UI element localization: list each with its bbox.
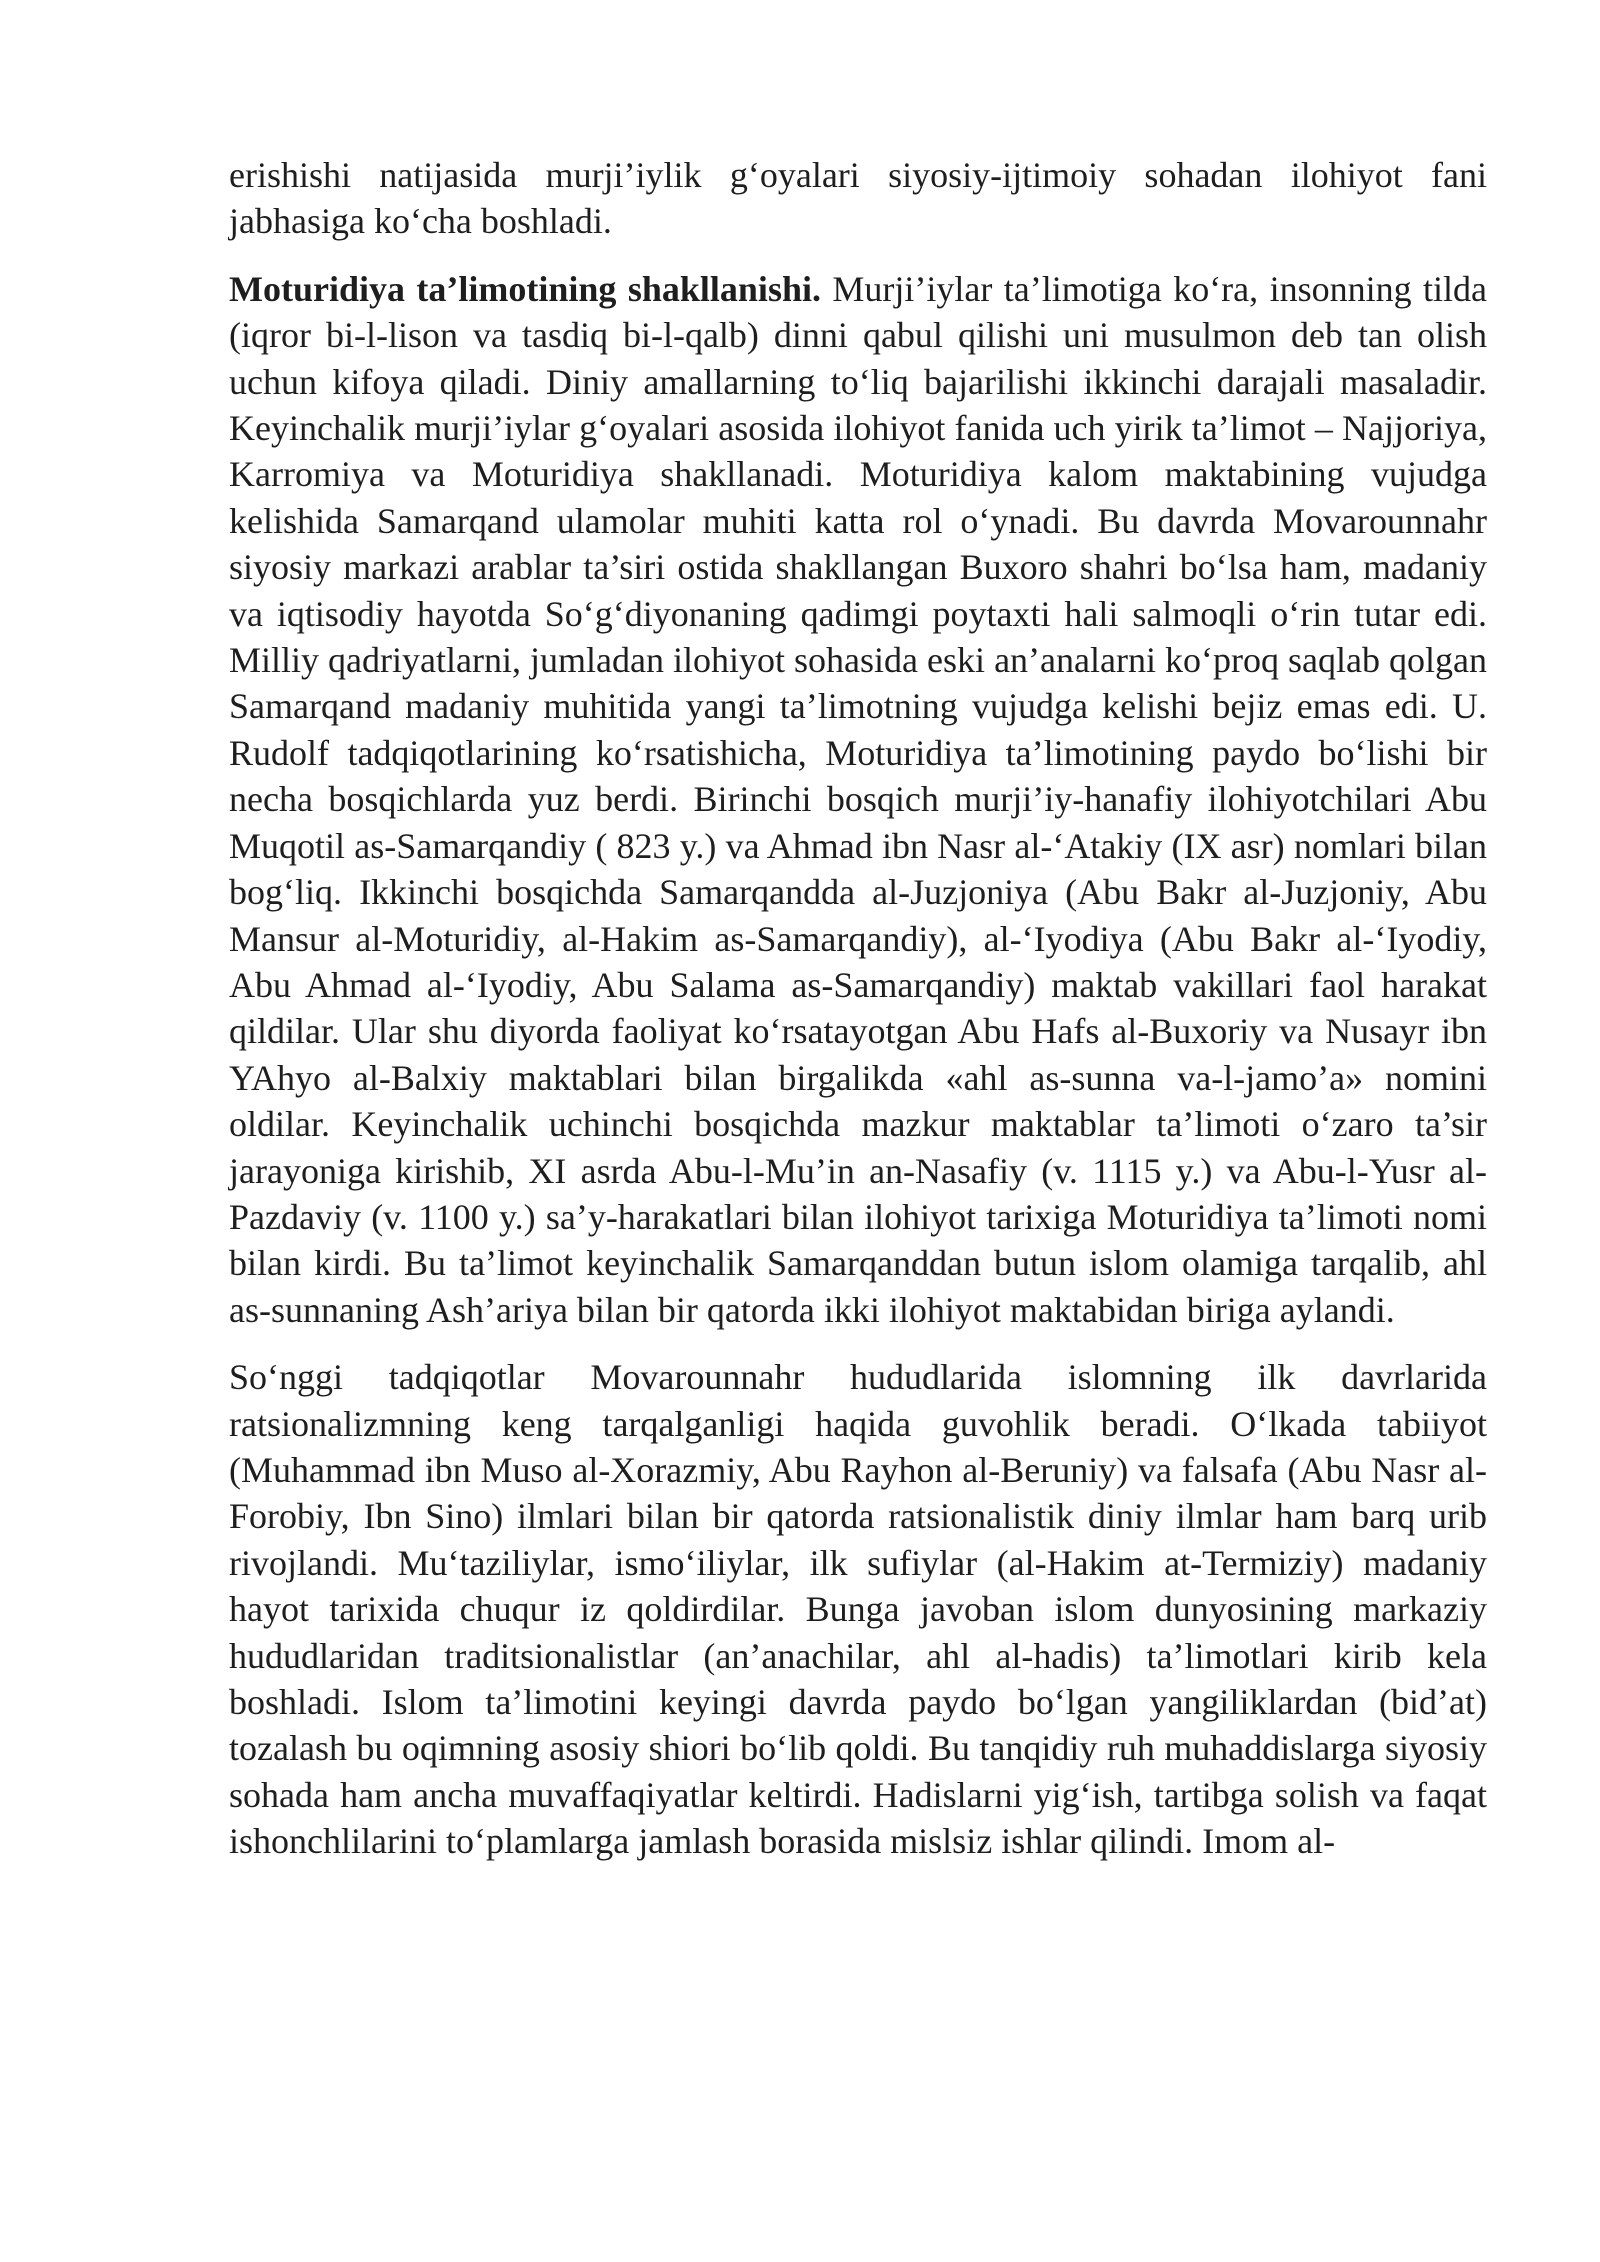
paragraph-intro: [229, 152, 1487, 245]
paragraph-text: Murji’iylar ta’limotiga ko‘ra, insonning tilda (iqror bi-l-lison va tasdiq bi-l-qalb) dinni qabul qilishi uni musulmon deb tan olish uchun kifoya qiladi. Diniy amallarning to‘liq bajarilishi ikkinchi darajali masaladir. Keyinchalik murji’iylar g‘oyalari asosida ilohiyot fanida uch yirik ta’limot – Najjoriya, Karromiya va Moturidiya shakllanadi. Moturidiya kalom maktabining vujudga kelishida Samarqand ulamolar muhiti katta rol o‘ynadi. Bu davrda Movarounnahr siyosiy markazi arablar ta’siri ostida shakllangan Buxoro shahri bo‘lsa ham, madaniy va iqtisodiy hayotda So‘g‘diyonaning qadimgi poytaxti hali salmoqli o‘rin tutar edi. Milliy qadriyatlarni, jumladan ilohiyot sohasida eski an’analarni ko‘proq saqlab qolgan Samarqand madaniy muhitida yangi ta’limotning vujudga kelishi bejiz emas edi. U. Rudolf tadqiqotlarining ko‘rsatishicha, Moturidiya ta’limotining paydo bo‘lishi bir necha bosqichlarda yuz berdi. Birinchi bosqich murji’iy-hanafiy ilohiyotchilari Abu Muqotil as-Samarqandiy ( 823 y.) va Ahmad ibn Nasr al-‘Atakiy (IX asr) nomlari bilan bog‘liq. Ikkinchi bosqichda Samarqandda al-Juzjoniya (Abu Bakr al-Juzjoniy, Abu Mansur al-Moturidiy, al-Hakim as-Samarqandiy), al-‘Iyodiya (Abu Bakr al-‘Iyodiy, Abu Ahmad al-‘Iyodiy, Abu Salama as-Samarqandiy) maktab vakillari faol harakat qildilar. Ular shu diyorda faoliyat ko‘rsatayotgan Abu Hafs al-Buxoriy va Nusayr ibn YAhyo al-Balxiy maktablari bilan birgalikda «ahl as-sunna va-l-jamo’a» nomini oldilar. Keyinchalik uchinchi bosqichda mazkur maktablar ta’limoti o‘zaro ta’sir jarayoniga kirishib, XI asrda Abu-l-Mu’in an-Nasafiy (v. 1115 y.) va Abu-l-Yusr al-Pazdaviy (v. 1100 y.) sa’y-harakatlari bilan ilohiyot tarixiga Moturidiya ta’limoti nomi bilan kirdi. Bu ta’limot keyinchalik Samarqanddan butun islom olamiga tarqalib, ahl as-sunnaning Ash’ariya bilan bir qatorda ikki ilohiyot maktabidan biriga aylandi.: [229, 268, 1488, 1330]
paragraph-text: erishishi natijasida murji’iylik g‘oyalari siyosiy-ijtimoiy sohadan ilohiyot fani jabhasiga ko‘cha boshladi.: [229, 155, 1487, 242]
paragraph-research: [229, 1354, 1487, 1864]
paragraph-moturidiya: [229, 266, 1487, 1333]
section-heading: Moturidiya ta’limotining shakllanishi.: [229, 268, 821, 309]
document-page: [229, 152, 1487, 1886]
paragraph-text: So‘nggi tadqiqotlar Movarounnahr hududlarida islomning ilk davrlarida ratsionalizmning keng tarqalganligi haqida guvohlik beradi. O‘lkada tabiiyot (Muhammad ibn Muso al-Xorazmiy, Abu Rayhon al-Beruniy) va falsafa (Abu Nasr al-Forobiy, Ibn Sino) ilmlari bilan bir qatorda ratsionalistik diniy ilmlar ham barq urib rivojlandi. Mu‘taziliylar, ismo‘iliylar, ilk sufiylar (al-Hakim at-Termiziy) madaniy hayot tarixida chuqur iz qoldirdilar. Bunga javoban islom dunyosining markaziy hududlaridan traditsionalistlar (an’anachilar, ahl al-hadis) ta’limotlari kirib kela boshladi. Islom ta’limotini keyingi davrda paydo bo‘lgan yangiliklardan (bid’at) tozalash bu oqimning asosiy shiori bo‘lib qoldi. Bu tanqidiy ruh muhaddislarga siyosiy sohada ham ancha muvaffaqiyatlar keltirdi. Hadislarni yig‘ish, tartibga solish va faqat ishonchlilarini to‘plamlarga jamlash borasida mislsiz ishlar qilindi. Imom al-: [229, 1357, 1487, 1862]
